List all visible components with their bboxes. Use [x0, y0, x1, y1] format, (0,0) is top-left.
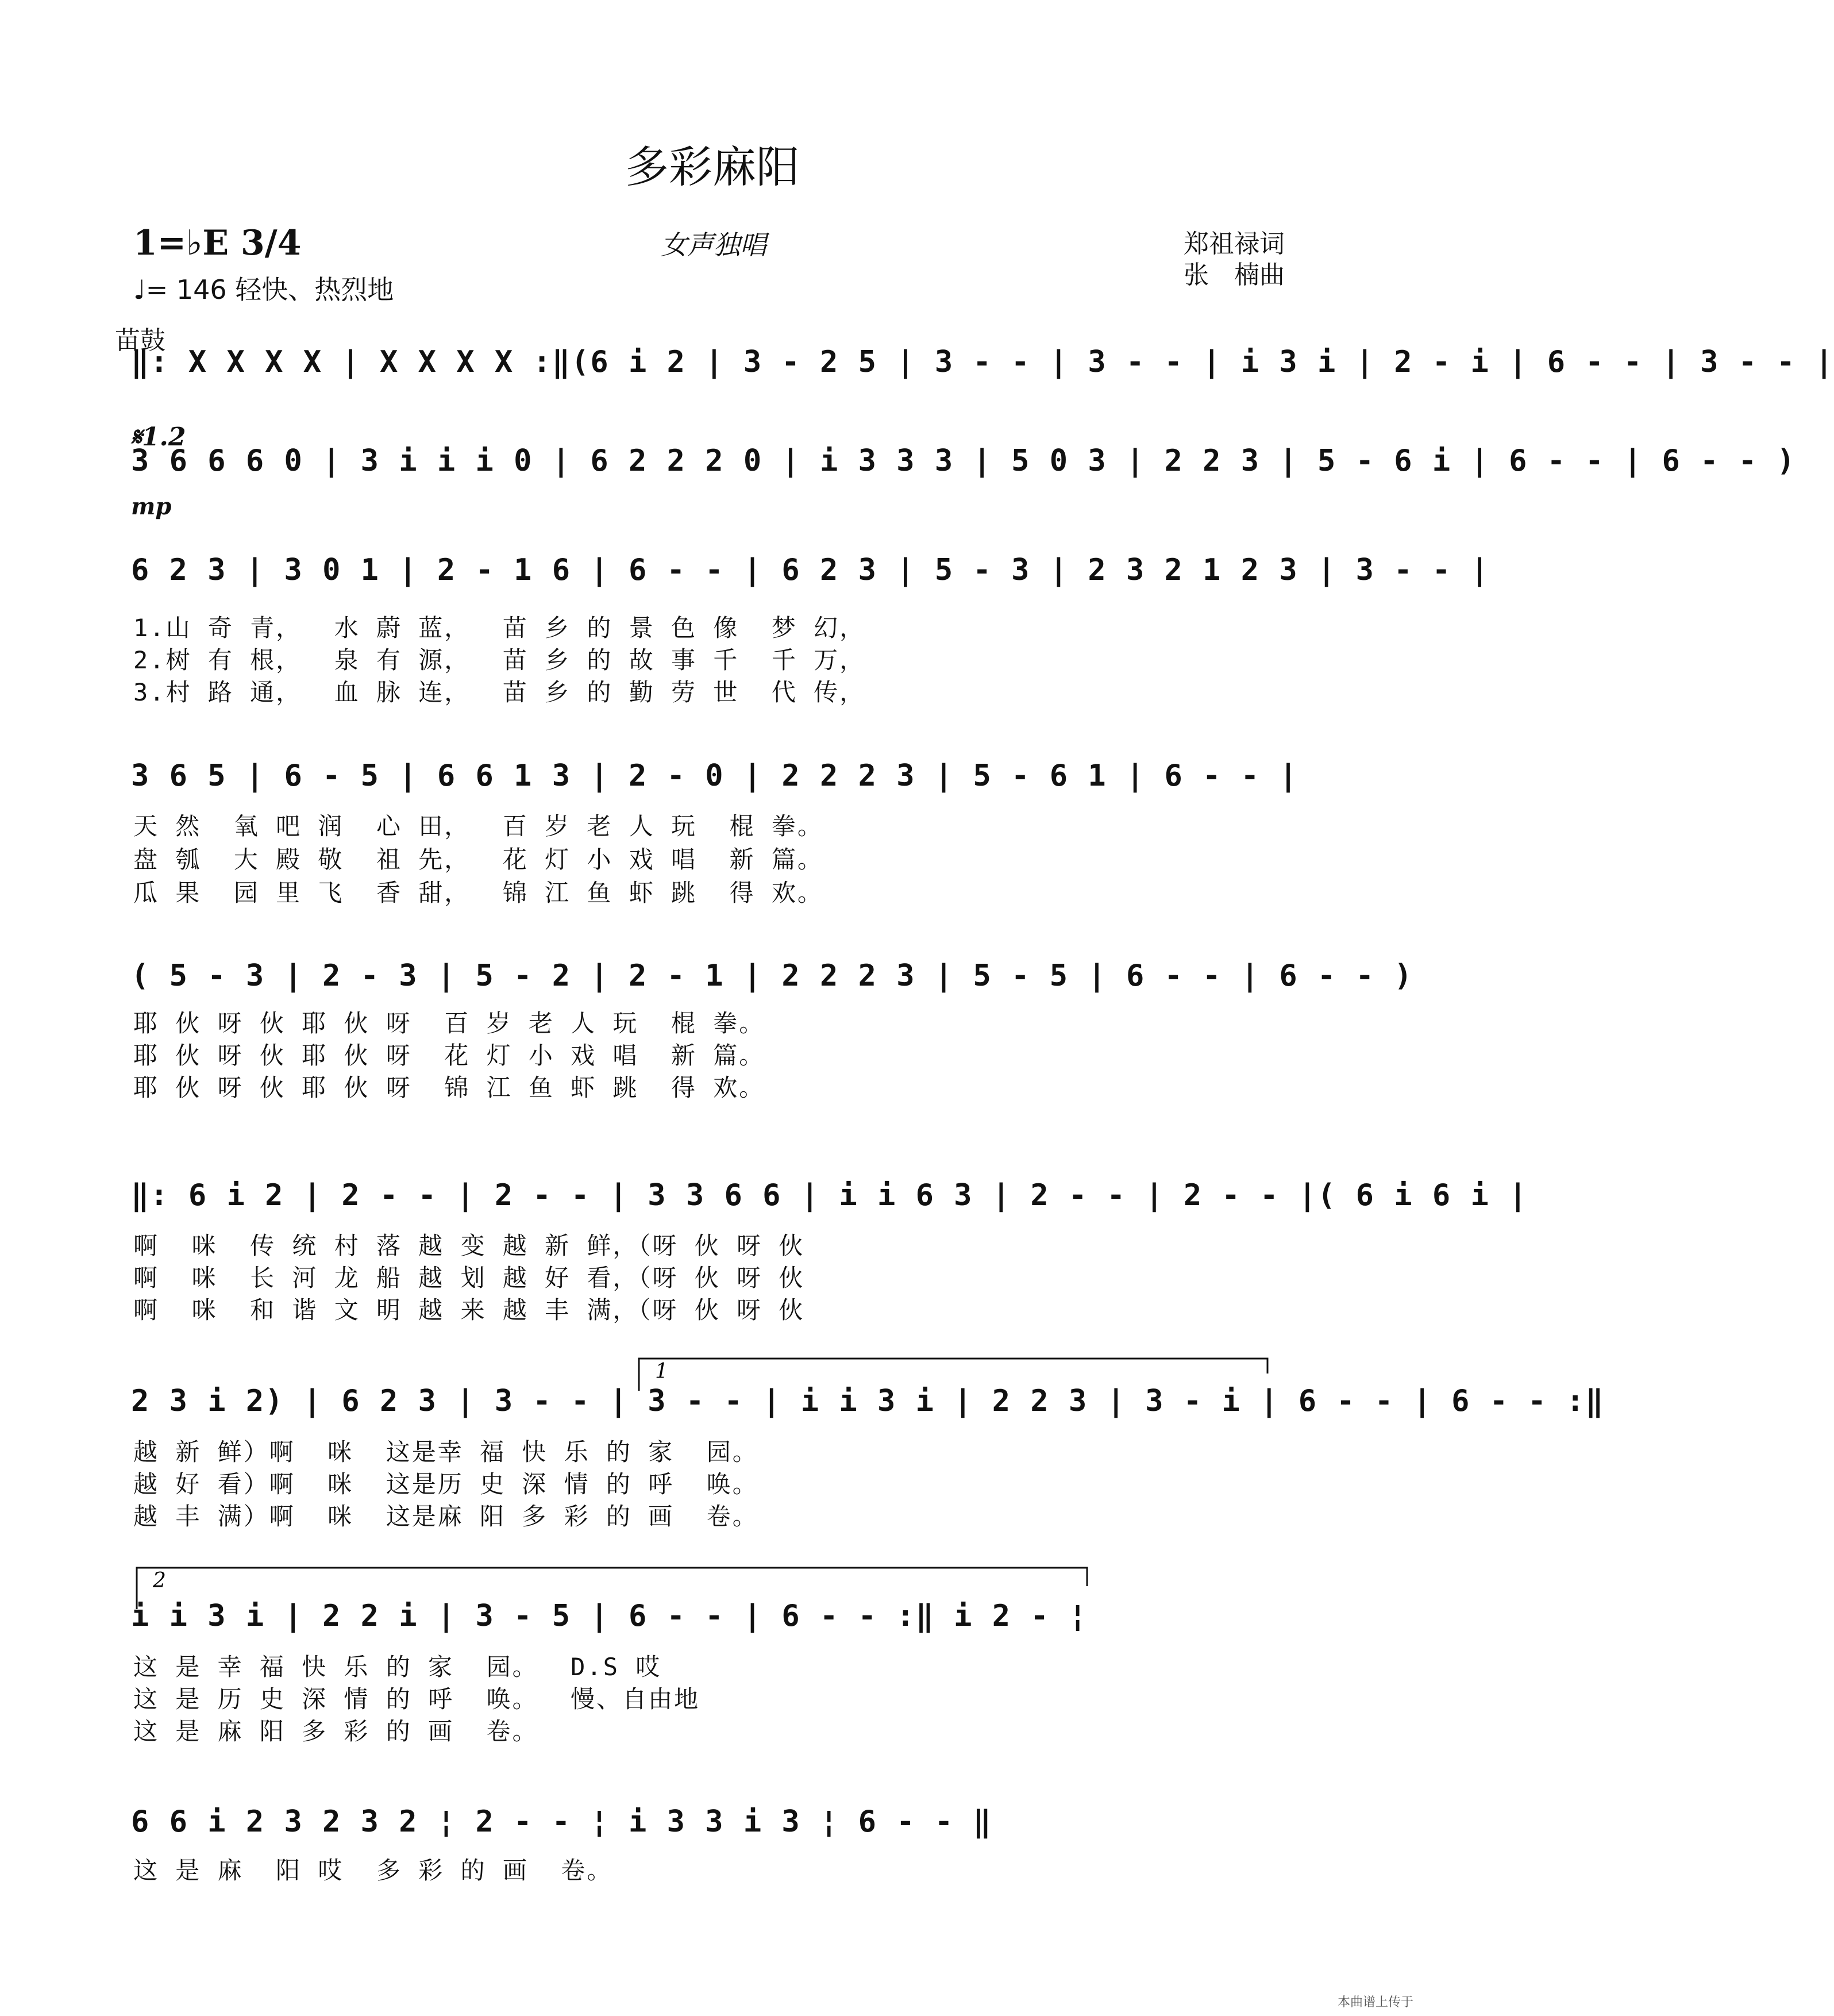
tempo-marking: ♩= 146 轻快、热烈地: [133, 274, 394, 305]
lyric-verse-3: 瓜 果 园 里 飞 香 甜， 锦 江 鱼 虾 跳 得 欢。: [133, 879, 823, 907]
lyric-verse-2: 2.树 有 根， 泉 有 源， 苗 乡 的 故 事 千 千 万，: [133, 646, 866, 674]
lyric-verse-3: 耶 伙 呀 伙 耶 伙 呀 锦 江 鱼 虾 跳 得 欢。: [133, 1074, 765, 1102]
lyric-verse-1: 啊 咪 传 统 村 落 越 变 越 新 鲜，（呀 伙 呀 伙: [133, 1232, 805, 1260]
score-line-7: 2 3 i 2) | 6 2 3 | 3 - - | 3 - - | i i 3 i | 2 2 3 | 3 - i | 6 - - | 6 - - :‖: [131, 1384, 1605, 1418]
song-title: 多彩麻阳: [625, 141, 800, 193]
lyric-verse-3: 啊 咪 和 谐 文 明 越 来 越 丰 满，（呀 伙 呀 伙: [133, 1296, 805, 1324]
score-line-3: 6 2 3 | 3 0 1 | 2 - 1 6 | 6 - - | 6 2 3 | 5 - 3 | 2 3 2 1 2 3 | 3 - - |: [131, 553, 1490, 587]
lyric-verse-1: 这 是 幸 福 快 乐 的 家 园。 D.S 哎: [133, 1653, 662, 1681]
lyricist-credit: 郑祖禄词: [1184, 229, 1285, 259]
lyric-verse-3: 这 是 麻 阳 多 彩 的 画 卷。: [133, 1717, 538, 1745]
score-line-9: 6 6 i 2 3 2 3 2 ¦ 2 - - ¦ i 3 3 i 3 ¦ 6 - - ‖: [131, 1805, 992, 1839]
lyric-verse-3: 越 丰 满）啊 咪 这是麻 阳 多 彩 的 画 卷。: [133, 1502, 758, 1530]
composer-credit: 张 楠曲: [1184, 260, 1285, 290]
footer-note: 本曲谱上传于: [1337, 1995, 1413, 2010]
lyric-verse-1: 1.山 奇 青， 水 蔚 蓝， 苗 乡 的 景 色 像 梦 幻，: [133, 614, 866, 642]
instrument-label: 苗鼓: [115, 326, 165, 355]
svg-text:1: 1: [655, 1360, 668, 1383]
dal-segno-mark: 𝄋1.2: [131, 422, 186, 452]
lyric-verse-1: 越 新 鲜）啊 咪 这是幸 福 快 乐 的 家 园。: [133, 1438, 758, 1466]
svg-text:2: 2: [153, 1569, 166, 1592]
lyric-verse-1: 耶 伙 呀 伙 耶 伙 呀 百 岁 老 人 玩 棍 拳。: [133, 1009, 765, 1037]
lyric-verse-2: 啊 咪 长 河 龙 船 越 划 越 好 看，（呀 伙 呀 伙: [133, 1264, 805, 1292]
key-signature: 1=♭E 3/4: [133, 223, 302, 263]
lyric-verse-2: 越 好 看）啊 咪 这是历 史 深 情 的 呼 唤。: [133, 1470, 758, 1498]
score-line-4: 3 6 5 | 6 - 5 | 6 6 1 3 | 2 - 0 | 2 2 2 3 | 5 - 6 1 | 6 - - |: [131, 759, 1299, 793]
lyric-verse-2: 耶 伙 呀 伙 耶 伙 呀 花 灯 小 戏 唱 新 篇。: [133, 1041, 765, 1069]
score-line-6: ‖: 6 i 2 | 2 - - | 2 - - | 3 3 6 6 | i i 6 3 | 2 - - | 2 - - |( 6 i 6 i |: [131, 1178, 1528, 1213]
score-line-5: ( 5 - 3 | 2 - 3 | 5 - 2 | 2 - 1 | 2 2 2 3 | 5 - 5 | 6 - - | 6 - - ): [131, 959, 1413, 993]
lyric-verse-1: 天 然 氧 吧 润 心 田， 百 岁 老 人 玩 棍 拳。: [133, 812, 823, 840]
lyric-ending: 这 是 麻 阳 哎 多 彩 的 画 卷。: [133, 1856, 613, 1884]
lyric-verse-3: 3.村 路 通， 血 脉 连， 苗 乡 的 勤 劳 世 代 传，: [133, 678, 866, 706]
voice-type: 女声独唱: [661, 229, 766, 260]
dynamic-marking: mp: [131, 493, 172, 520]
lyric-verse-2: 盘 瓠 大 殿 敬 祖 先， 花 灯 小 戏 唱 新 篇。: [133, 845, 823, 874]
score-line-1: ‖: X X X X | X X X X :‖(6 i 2 | 3 - 2 5 | 3 - - | 3 - - | i 3 i | 2 - i | 6 - - | 3 - - |: [131, 345, 1834, 379]
lyric-verse-2: 这 是 历 史 深 情 的 呼 唤。 慢、自由地: [133, 1685, 700, 1713]
score-line-8: i i 3 i | 2 2 i | 3 - 5 | 6 - - | 6 - - :‖ i 2 - ¦: [131, 1599, 1088, 1633]
score-line-2: 3 6 6 6 0 | 3 i i i 0 | 6 2 2 2 0 | i 3 3 3 | 5 0 3 | 2 2 3 | 5 - 6 i | 6 - - | 6 - - ): [131, 444, 1796, 478]
